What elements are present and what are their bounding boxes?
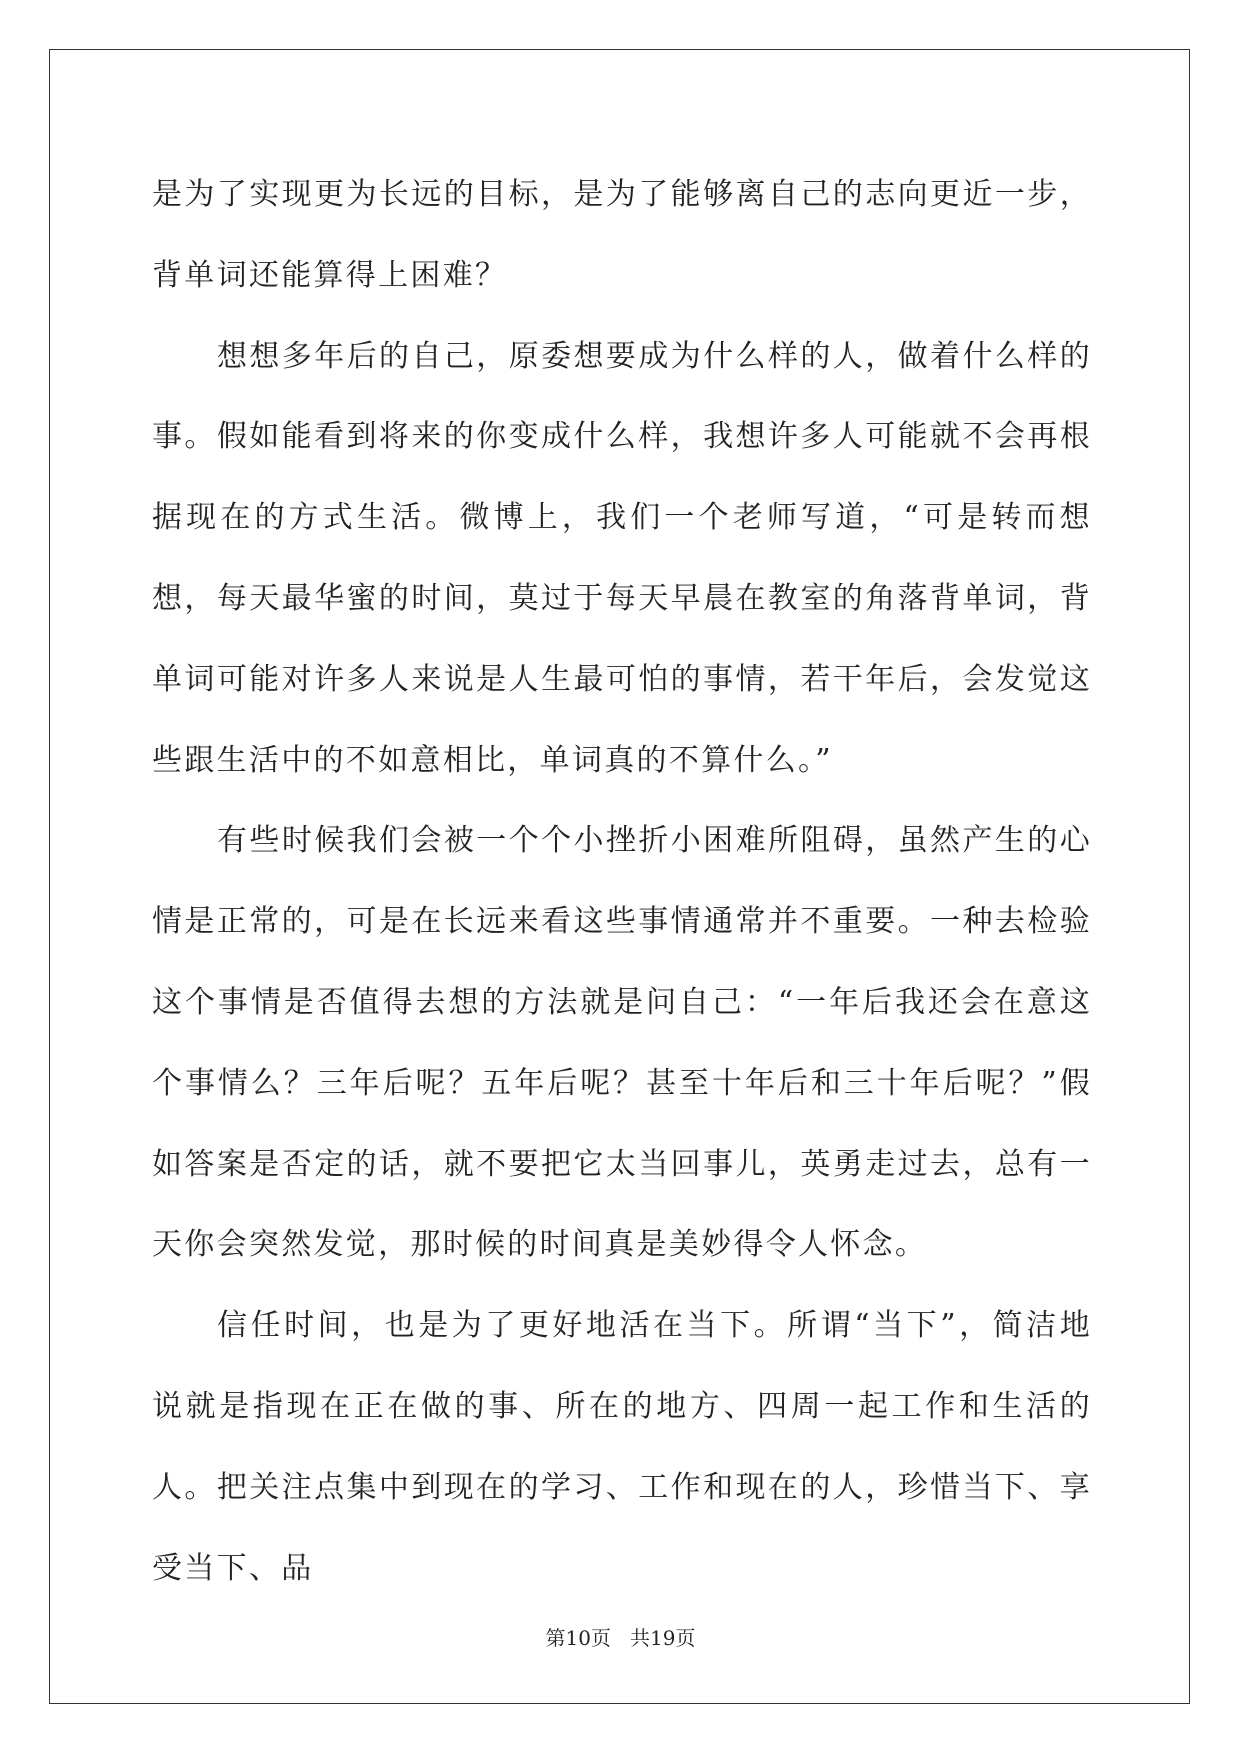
paragraph-1: 是为了实现更为长远的目标，是为了能够离自己的志向更近一步，背单词还能算得上困难？ bbox=[152, 177, 1092, 293]
document-body bbox=[152, 155, 1092, 1609]
page-number-footer: 第10页 共19页 bbox=[545, 1626, 696, 1650]
paragraph-2: 想想多年后的自己，原委想要成为什么样的人，做着什么样的事。假如能看到将来的你变成什么样，我想许多人可能就不会再根据现在的方式生活。微博上，我们一个老师写道，“可是转而想想，每天最华蜜的时间，莫过于每天早晨在教室的角落背单词，背单词可能对许多人来说是人生最可怕的事情，若干年后，会发觉这些跟生活中的不如意相比，单词真的不算什么。” bbox=[152, 338, 1092, 778]
paragraph-3: 有些时候我们会被一个个小挫折小困难所阻碍，虽然产生的心情是正常的，可是在长远来看这些事情通常并不重要。一种去检验这个事情是否值得去想的方法就是问自己：“一年后我还会在意这个事情么？三年后呢？五年后呢？甚至十年后和三十年后呢？”假如答案是否定的话，就不要把它太当回事儿，英勇走过去，总有一天你会突然发觉，那时候的时间真是美妙得令人怀念。 bbox=[152, 823, 1092, 1263]
paragraph-4: 信任时间，也是为了更好地活在当下。所谓“当下”，简洁地说就是指现在正在做的事、所在的地方、四周一起工作和生活的人。把关注点集中到现在的学习、工作和现在的人，珍惜当下、享受当下、品 bbox=[152, 1308, 1092, 1586]
